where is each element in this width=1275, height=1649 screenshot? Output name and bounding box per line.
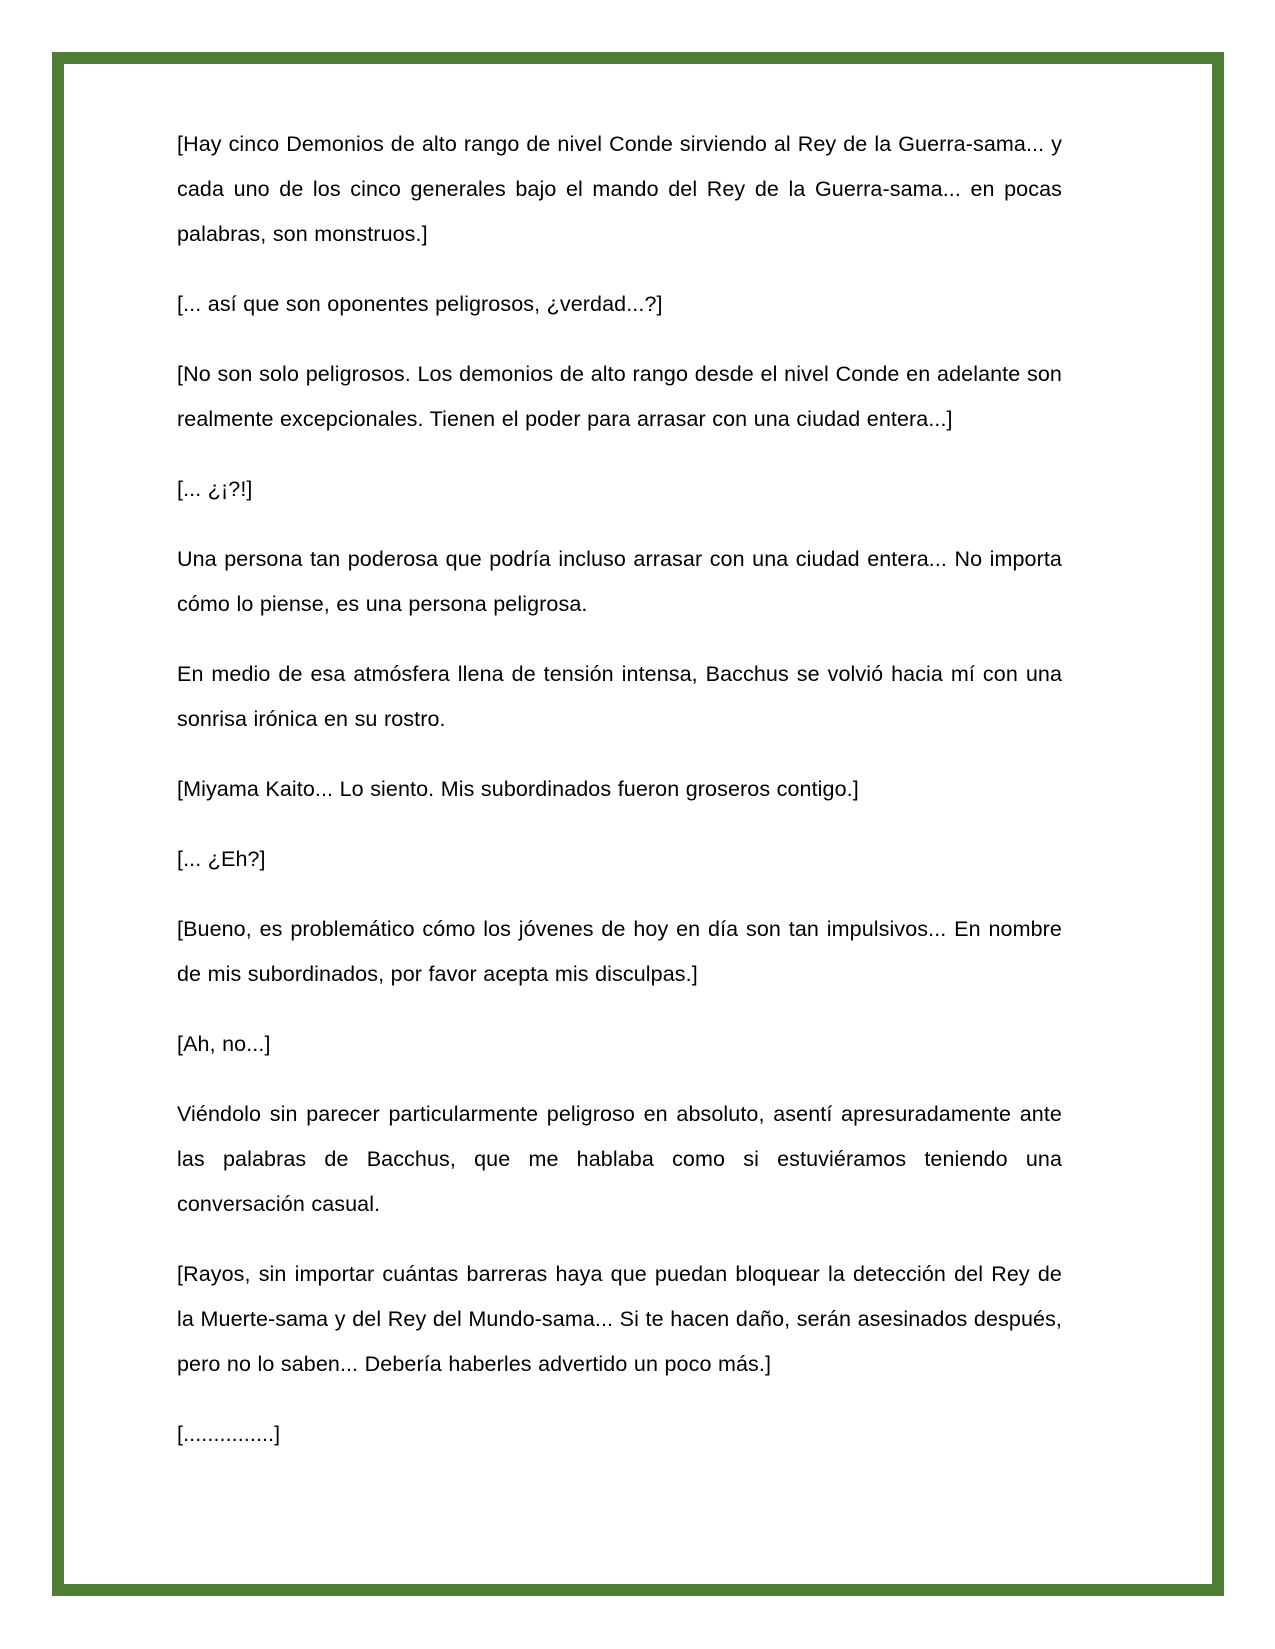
paragraph: [...............] [177, 1422, 281, 1446]
paragraph: [... ¿¡?!] [177, 477, 253, 501]
paragraph: [Miyama Kaito... Lo siento. Mis subordinados fueron groseros contigo.] [177, 777, 859, 801]
paragraph: [No son solo peligrosos. Los demonios de alto rango desde el nivel Conde en adelante son realmente excepcionales. Tienen el poder para arrasar con una ciudad entera...] [177, 362, 1062, 431]
paragraph: [Ah, no...] [177, 1032, 271, 1056]
paragraph: [Rayos, sin importar cuántas barreras haya que puedan bloquear la detección del Rey de la Muerte-sama y del Rey del Mundo-sama... Si te hacen daño, serán asesinados después, pero no lo saben... Debería haberles advertido un poco más.] [177, 1262, 1062, 1376]
paragraph: [Hay cinco Demonios de alto rango de nivel Conde sirviendo al Rey de la Guerra-sama... y cada uno de los cinco generales bajo el mando del Rey de la Guerra-sama... en pocas palabras, son monstruos.] [177, 132, 1062, 246]
green-page-border [52, 52, 1224, 1596]
paragraph: [... así que son oponentes peligrosos, ¿verdad...?] [177, 292, 663, 316]
paragraph: [Bueno, es problemático cómo los jóvenes de hoy en día son tan impulsivos... En nombre de mis subordinados, por favor acepta mis disculpas.] [177, 917, 1062, 986]
paragraph: En medio de esa atmósfera llena de tensión intensa, Bacchus se volvió hacia mí con una sonrisa irónica en su rostro. [177, 662, 1062, 731]
paragraph: Viéndolo sin parecer particularmente peligroso en absoluto, asentí apresuradamente ante las palabras de Bacchus, que me hablaba como si estuviéramos teniendo una conversación casual. [177, 1102, 1062, 1216]
paragraph: Una persona tan poderosa que podría incluso arrasar con una ciudad entera... No importa cómo lo piense, es una persona peligrosa. [177, 547, 1062, 616]
paragraph: [... ¿Eh?] [177, 847, 266, 871]
document-text-body [177, 122, 1062, 1482]
